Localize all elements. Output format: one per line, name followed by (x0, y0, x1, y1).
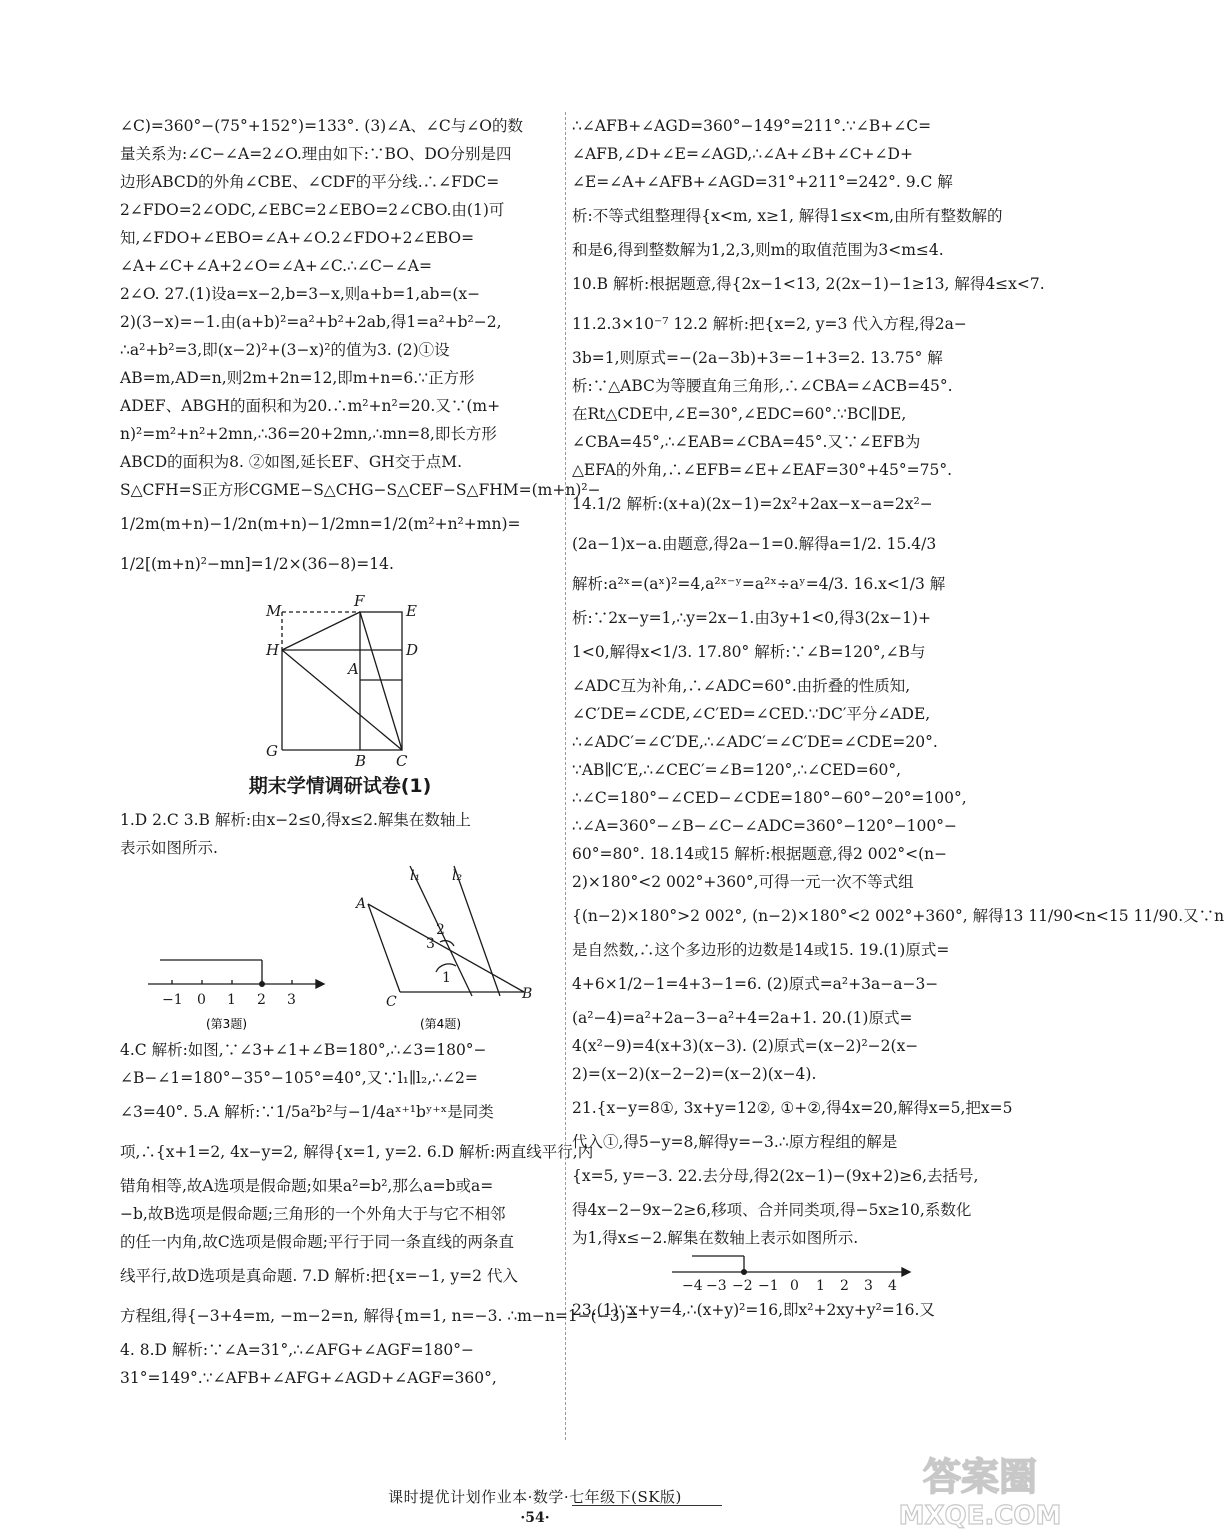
text-line: 2)×180°<2 002°+360°,可得一元一次不等式组 (572, 873, 914, 891)
nl-tick: 3 (864, 1278, 873, 1294)
text-line: ∠ADC互为补角,∴∠ADC=60°.由折叠的性质知, (572, 677, 911, 695)
nl-tick: 2 (840, 1278, 849, 1294)
watermark-logo (900, 1446, 1060, 1532)
nl-tick: −1 (758, 1278, 779, 1294)
text-line: 析:∵△ABC为等腰直角三角形,∴∠CBA=∠ACB=45°. (572, 377, 953, 395)
text-line: 和是6,得到整数解为1,2,3,则m的取值范围为3<m≤4. (572, 241, 944, 259)
text-line: ∠B−∠1=180°−35°−105°=40°,又∵l₁∥l₂,∴∠2= (120, 1069, 478, 1087)
text-line: ∠C)=360°−(75°+152°)=133°. (3)∠A、∠C与∠O的数 (120, 117, 523, 135)
text-line: ∠E=∠A+∠AFB+∠AGD=31°+211°=242°. 9.C 解 (572, 173, 953, 191)
label-D: D (406, 641, 419, 659)
figures-3-4 (120, 862, 560, 1036)
text-line: ABCD的面积为8. ②如图,延长EF、GH交于点M. (120, 453, 463, 471)
text-line: −b,故B选项是假命题;三角形的一个外角大于与它不相邻 (120, 1205, 506, 1223)
fig3-tick-1: 1 (227, 992, 236, 1008)
text-line: 4+6×1/2−1=4+3−1=6. (2)原式=a²+3a−a−3− (572, 975, 939, 993)
text-line: 错角相等,故A选项是假命题;如果a²=b²,那么a=b或a= (120, 1177, 494, 1195)
label-C: C (396, 752, 408, 770)
fig4-label-A: A (356, 896, 367, 912)
nl-tick: −2 (732, 1278, 753, 1294)
fig4-label-B: B (522, 986, 533, 1002)
text-line: 表示如图所示. (120, 839, 218, 857)
text-line: 23.(1)∵x+y=4,∴(x+y)²=16,即x²+2xy+y²=16.又 (572, 1301, 935, 1319)
text-line: 解析:a²ˣ=(aˣ)²=4,a²ˣ⁻ʸ=a²ˣ÷aʸ=4/3. 16.x<1/3 解 (572, 575, 946, 593)
text-line: 11.2.3×10⁻⁷ 12.2 解析:把{x=2, y=3 代入方程,得2a− (572, 315, 967, 333)
text-line: 60°=80°. 18.14或15 解析:根据题意,得2 002°<(n− (572, 845, 948, 863)
text-line: 得4x−2−9x−2≥6,移项、合并同类项,得−5x≥10,系数化 (572, 1201, 972, 1219)
left-column (120, 112, 639, 1392)
text-line: 2∠O. 27.(1)设a=x−2,b=3−x,则a+b=1,ab=(x− (120, 285, 481, 303)
figures-3-4-svg (120, 862, 560, 1036)
text-line: 1<0,解得x<1/3. 17.80° 解析:∵∠B=120°,∠B与 (572, 643, 926, 661)
section-title: 期末学情调研试卷(1) (248, 775, 432, 797)
nl-tick: 1 (816, 1278, 825, 1294)
text-line: S△CFH=S正方形CGME−S△CHG−S△CEF−S△FHM=(m+n)²− (120, 481, 601, 499)
text-line: ADEF、ABGH的面积和为20.∴m²+n²=20.又∵(m+ (120, 397, 501, 415)
fig4-label-C: C (386, 994, 397, 1010)
fig3-tick-3: 3 (287, 992, 296, 1008)
label-M: M (266, 602, 282, 620)
text-line: 在Rt△CDE中,∠E=30°,∠EDC=60°.∵BC∥DE, (572, 405, 907, 423)
footer-rule (572, 1505, 722, 1506)
text-line: {(n−2)×180°>2 002°, (n−2)×180°<2 002°+360°, 解得13 11/90<n<15 11/90.又∵n (572, 907, 1224, 925)
text-line: ∠3=40°. 5.A 解析:∵1/5a²b²与−1/4aˣ⁺¹bʸ⁺ˣ是同类 (120, 1103, 494, 1121)
text-line: 4.C 解析:如图,∵∠3+∠1+∠B=180°,∴∠3=180°− (120, 1041, 487, 1059)
fig4-caption: (第4题) (420, 1017, 461, 1031)
text-line: ∠C′DE=∠CDE,∠C′ED=∠CED.∵DC′平分∠ADE, (572, 705, 931, 723)
text-line: 2)=(x−2)(x−2−2)=(x−2)(x−4). (572, 1065, 817, 1083)
square-figure-svg (120, 584, 560, 770)
fig4-label-l2: l₂ (452, 868, 463, 884)
text-line: AB=m,AD=n,则2m+2n=12,即m+n=6.∵正方形 (120, 369, 475, 387)
text-line: 为1,得x≤−2.解集在数轴上表示如图所示. (572, 1229, 859, 1247)
fig4-label-2: 2 (436, 922, 445, 938)
text-line: 析:不等式组整理得{x<m, x≥1, 解得1≤x<m,由所有整数解的 (572, 207, 1003, 225)
text-line: 1.D 2.C 3.B 解析:由x−2≤0,得x≤2.解集在数轴上 (120, 811, 471, 829)
text-line: 1/2[(m+n)²−mn]=1/2×(36−8)=14. (120, 555, 394, 573)
label-A: A (348, 660, 359, 678)
text-line: 的任一内角,故C选项是假命题;平行于同一条直线的两条直 (120, 1233, 515, 1251)
text-line: ∴∠C=180°−∠CED−∠CDE=180°−60°−20°=100°, (572, 789, 967, 807)
text-line: △EFA的外角,∴∠EFB=∠E+∠EAF=30°+45°=75°. (572, 461, 953, 479)
label-B: B (355, 752, 367, 770)
page-number: ·54· (520, 1510, 550, 1526)
label-F: F (354, 592, 365, 610)
label-G: G (266, 742, 278, 760)
text-line: 代入①,得5−y=8,解得y=−3.∴原方程组的解是 (572, 1133, 898, 1151)
label-E: E (406, 602, 417, 620)
text-line: ∵AB∥C′E,∴∠CEC′=∠B=120°,∴∠CED=60°, (572, 761, 902, 779)
text-line: 31°=149°.∵∠AFB+∠AFG+∠AGD+∠AGF=360°, (120, 1369, 497, 1387)
text-line: {x=5, y=−3. 22.去分母,得2(2x−1)−(9x+2)≥6,去括号, (572, 1167, 979, 1185)
text-line: 项,∴{x+1=2, 4x−y=2, 解得{x=1, y=2. 6.D 解析:两直线平行,内 (120, 1143, 594, 1161)
text-line: 边形ABCD的外角∠CBE、∠CDF的平分线.∴∠FDC= (120, 173, 500, 191)
text-line: ∴a²+b²=3,即(x−2)²+(3−x)²的值为3. (2)①设 (120, 341, 450, 359)
number-line-figure (572, 1252, 1016, 1296)
nl-tick: −3 (706, 1278, 727, 1294)
text-line: 10.B 解析:根据题意,得{2x−1<13, 2(2x−1)−1≥13, 解得4≤x<7. (572, 275, 1045, 293)
fig3-tick-0: 0 (197, 992, 206, 1008)
text-line: 析:∵2x−y=1,∴y=2x−1.由3y+1<0,得3(2x−1)+ (572, 609, 931, 627)
fig4-label-l1: l₁ (410, 868, 421, 884)
text-line: (2a−1)x−a.由题意,得2a−1=0.解得a=1/2. 15.4/3 (572, 535, 937, 553)
watermark-text: 答案圈 (922, 1455, 1038, 1499)
text-line: ∠A+∠C+∠A+2∠O=∠A+∠C.∴∠C−∠A= (120, 257, 432, 275)
text-line: ∴∠A=360°−∠B−∠C−∠ADC=360°−120°−100°− (572, 817, 957, 835)
left-block-1 (120, 112, 601, 584)
fig3-caption: (第3题) (206, 1017, 247, 1031)
number-line-svg (572, 1252, 1016, 1296)
text-line: 14.1/2 解析:(x+a)(2x−1)=2x²+2ax−x−a=2x²− (572, 495, 933, 513)
text-line: 2∠FDO=2∠ODC,∠EBC=2∠EBO=2∠CBO.由(1)可 (120, 201, 505, 219)
book-title: 课时提优计划作业本·数学·七年级下(SK版) (388, 1488, 682, 1506)
text-line: ∠CBA=45°,∴∠EAB=∠CBA=45°.又∵∠EFB为 (572, 433, 921, 451)
text-line: n)²=m²+n²+2mn,∴36=20+2mn,∴mn=8,即长方形 (120, 425, 497, 443)
watermark-url: MXQE.COM (898, 1501, 1062, 1531)
fig3-tick-neg1: −1 (162, 992, 183, 1008)
nl-tick: 0 (790, 1278, 799, 1294)
nl-tick: 4 (888, 1278, 897, 1294)
text-line: ∴∠ADC′=∠C′DE,∴∠ADC′=∠C′DE=∠CDE=20°. (572, 733, 938, 751)
fig4-label-1: 1 (442, 970, 451, 986)
text-line: 知,∠FDO+∠EBO=∠A+∠O.2∠FDO+2∠EBO= (120, 229, 475, 247)
fig3-tick-2: 2 (257, 992, 266, 1008)
text-line: 方程组,得{−3+4=m, −m−2=n, 解得{m=1, n=−3. ∴m−n=1−(−3)= (120, 1307, 639, 1325)
text-line: 量关系为:∠C−∠A=2∠O.理由如下:∵BO、DO分别是四 (120, 145, 512, 163)
square-figure (120, 584, 560, 770)
label-H: H (266, 641, 280, 659)
text-line: 4(x²−9)=4(x+3)(x−3). (2)原式=(x−2)²−2(x− (572, 1037, 919, 1055)
text-line: 2)(3−x)=−1.由(a+b)²=a²+b²+2ab,得1=a²+b²−2, (120, 313, 502, 331)
text-line: (a²−4)=a²+2a−3−a²+4=2a+1. 20.(1)原式= (572, 1009, 913, 1027)
text-line: 3b=1,则原式=−(2a−3b)+3=−1+3=2. 13.75° 解 (572, 349, 943, 367)
nl-tick: −4 (682, 1278, 703, 1294)
text-line: 1/2m(m+n)−1/2n(m+n)−1/2mn=1/2(m²+n²+mn)= (120, 515, 521, 533)
text-line: 21.{x−y=8①, 3x+y=12②, ①+②,得4x=20,解得x=5,把x=5 (572, 1099, 1013, 1117)
text-line: 是自然数,∴这个多边形的边数是14或15. 19.(1)原式= (572, 941, 950, 959)
text-line: 线平行,故D选项是真命题. 7.D 解析:把{x=−1, y=2 代入 (120, 1267, 518, 1285)
right-column (572, 112, 1224, 1324)
text-line: 4. 8.D 解析:∵∠A=31°,∴∠AFG+∠AGF=180°− (120, 1341, 474, 1359)
text-line: ∠AFB,∠D+∠E=∠AGD,∴∠A+∠B+∠C+∠D+ (572, 145, 913, 163)
fig4-label-3: 3 (426, 936, 435, 952)
column-divider (565, 112, 566, 1440)
text-line: ∴∠AFB+∠AGD=360°−149°=211°.∵∠B+∠C= (572, 117, 932, 135)
